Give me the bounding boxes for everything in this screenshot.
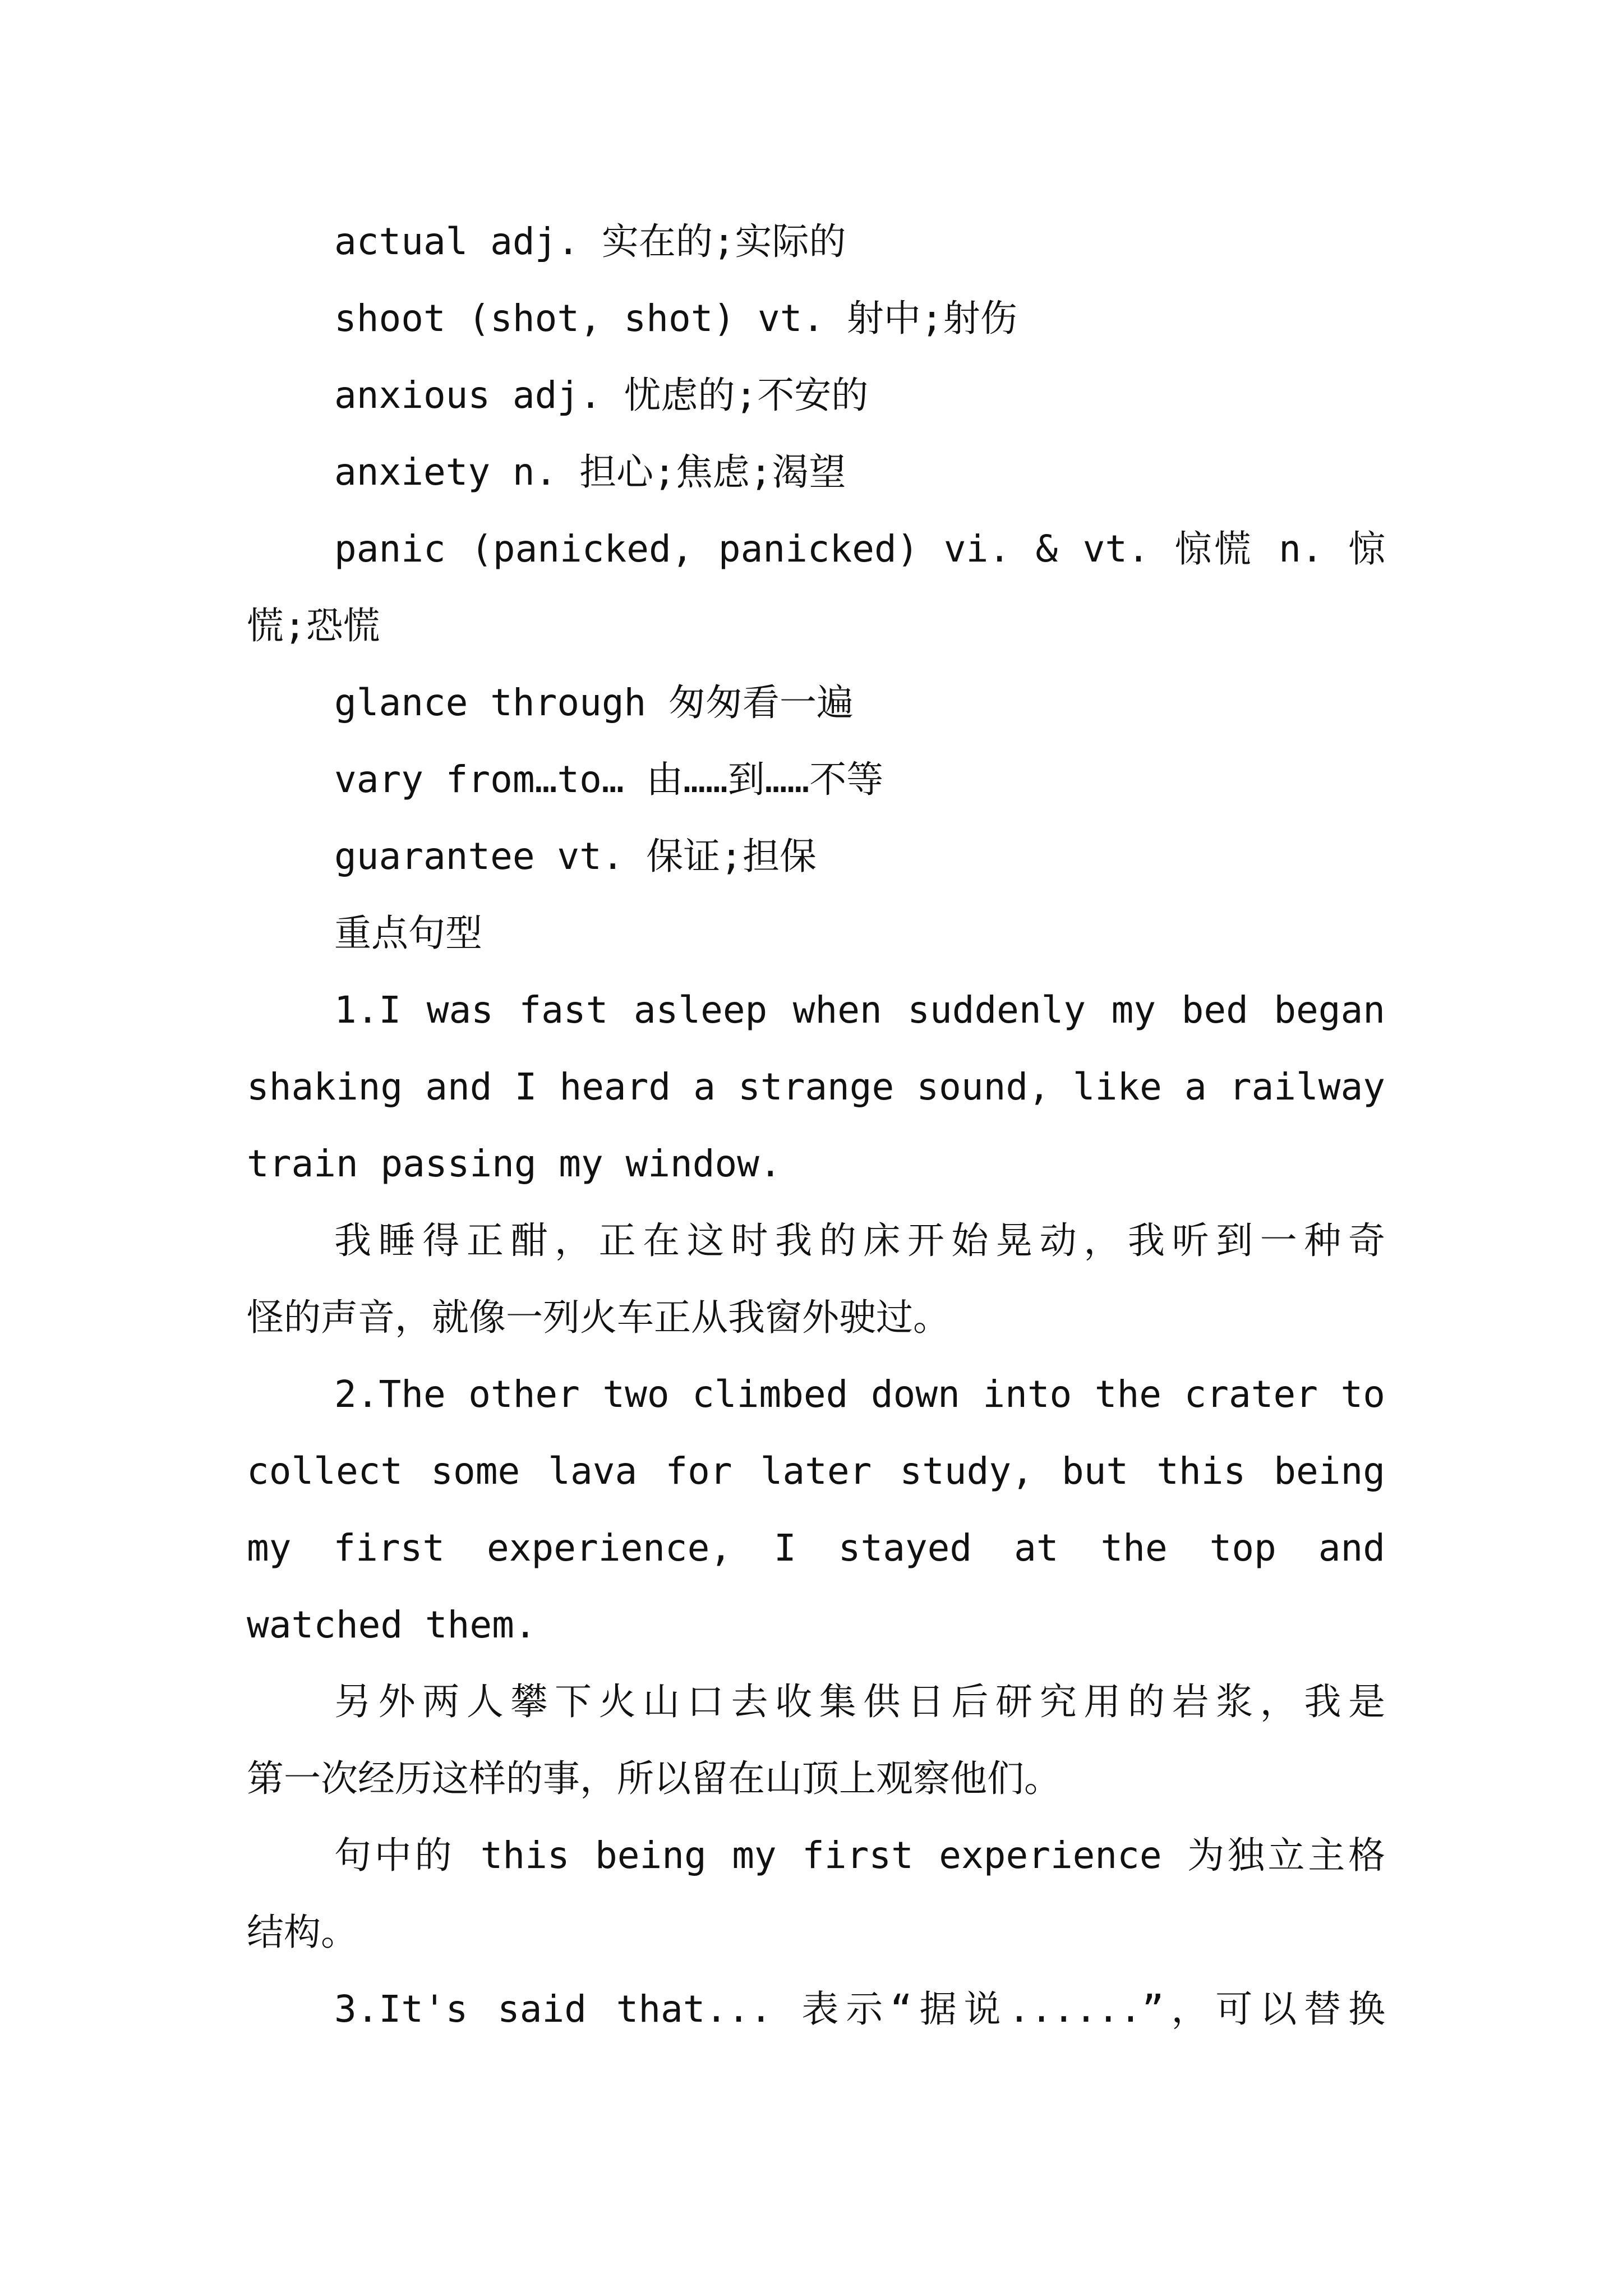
vocab-item-panic-continued: 慌;恐慌 xyxy=(247,604,380,647)
note-line-1: 句中的 this being my first experience 为独立主格 xyxy=(334,1834,1385,1877)
document-content xyxy=(247,203,1385,2047)
vocab-item-vary-from-to: vary from…to… 由……到……不等 xyxy=(334,758,884,801)
translation-2-line-1: 另外两人攀下火山口去收集供日后研究用的岩浆，我是 xyxy=(334,1680,1385,1723)
note-line-2: 结构。 xyxy=(247,1911,358,1954)
sentence-2-line-2: collect some lava for later study, but this being xyxy=(247,1450,1385,1493)
vocab-item-anxious: anxious adj. 忧虑的;不安的 xyxy=(334,374,869,417)
sentence-1-line-2: shaking and I heard a strange sound, like a railway xyxy=(247,1065,1385,1108)
sentence-1-line-3: train passing my window. xyxy=(247,1142,782,1185)
translation-2-line-2: 第一次经历这样的事，所以留在山顶上观察他们。 xyxy=(247,1757,1061,1800)
sentence-2-line-1: 2.The other two climbed down into the crater to xyxy=(334,1373,1385,1416)
section-title: 重点句型 xyxy=(334,912,482,955)
sentence-1-line-1: 1.I was fast asleep when suddenly my bed began xyxy=(334,988,1385,1032)
vocab-item-panic: panic (panicked, panicked) vi. & vt. 惊慌 n. 惊 xyxy=(334,527,1385,570)
vocab-item-glance-through: glance through 匆匆看一遍 xyxy=(334,681,854,724)
translation-1-line-1: 我睡得正酣，正在这时我的床开始晃动，我听到一种奇 xyxy=(334,1219,1385,1262)
sentence-2-line-4: watched them. xyxy=(247,1603,537,1646)
vocab-item-shoot: shoot (shot, shot) vt. 射中;射伤 xyxy=(334,297,1017,340)
vocab-item-actual: actual adj. 实在的;实际的 xyxy=(334,220,846,263)
vocab-item-anxiety: anxiety n. 担心;焦虑;渴望 xyxy=(334,450,846,494)
translation-1-line-2: 怪的声音，就像一列火车正从我窗外驶过。 xyxy=(247,1296,950,1339)
sentence-2-line-3: my first experience, I stayed at the top and xyxy=(247,1526,1385,1570)
vocab-item-guarantee: guarantee vt. 保证;担保 xyxy=(334,835,817,878)
sentence-3-line-1: 3.It's said that... 表示“据说......”，可以替换 xyxy=(334,1987,1385,2031)
